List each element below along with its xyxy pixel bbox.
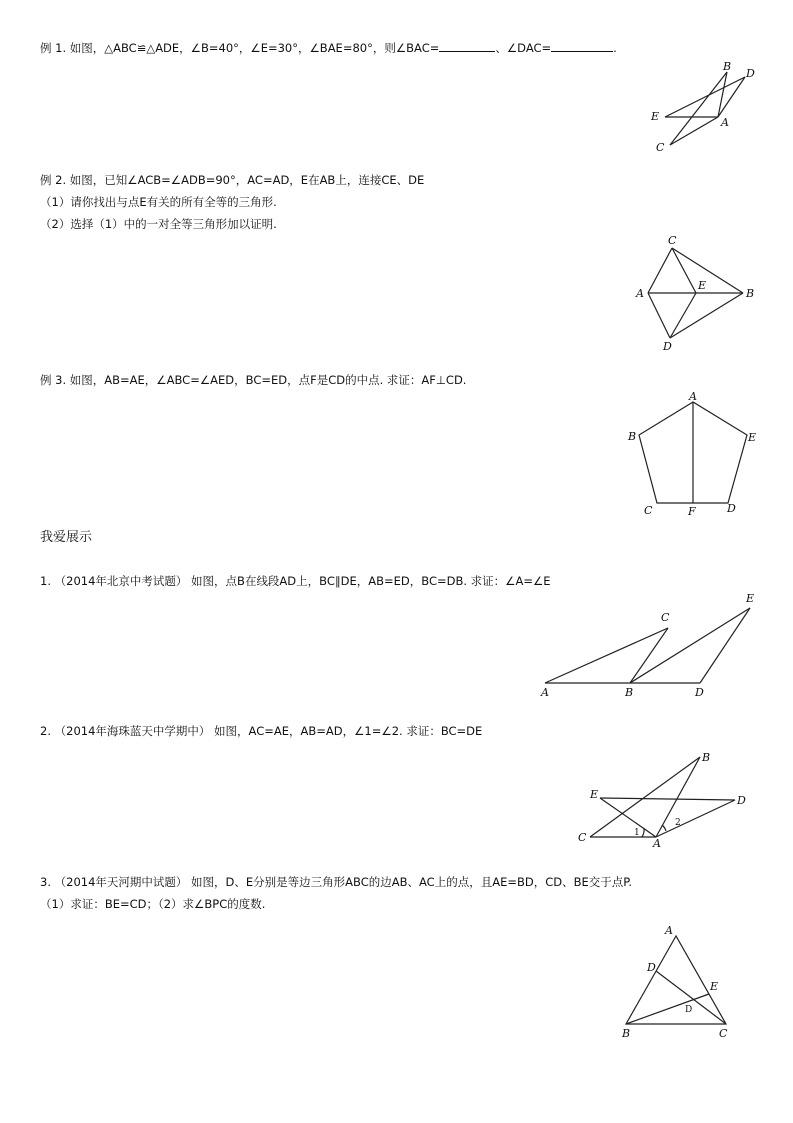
label-b: B — [746, 287, 755, 300]
label-a: A — [636, 287, 644, 300]
label-d: D — [737, 794, 746, 807]
label-b: B — [628, 430, 637, 443]
label-d: D — [695, 686, 704, 699]
label-b: B — [625, 686, 634, 699]
label-e: E — [710, 980, 719, 993]
label-e: E — [746, 592, 755, 605]
label-e: E — [698, 279, 707, 292]
example-1-end: . — [613, 41, 617, 55]
segment-dc — [656, 971, 726, 1024]
figure-example-1 — [645, 60, 765, 155]
label-e: E — [590, 788, 599, 801]
segment-be — [630, 608, 750, 683]
example-3-text: 例 3. 如图，AB=AE，∠ABC=∠AED，BC=ED，点F是CD的中点. 求证：AF⊥CD. — [40, 373, 467, 387]
label-d: D — [663, 340, 672, 353]
label-d: D — [647, 961, 656, 974]
label-a: A — [689, 390, 697, 403]
figure-example-3 — [625, 390, 765, 520]
segment-bc — [670, 72, 727, 145]
section-title: 我爱展示 — [40, 530, 93, 545]
label-a: A — [721, 116, 729, 129]
label-b: B — [702, 751, 711, 764]
example-2-line-1: 例 2. 如图，已知∠ACB=∠ADB=90°，AC=AD，E在AB上，连接CE、DE — [40, 173, 425, 187]
answer-blank-dac[interactable] — [551, 40, 613, 52]
segment-ca — [648, 248, 672, 293]
segment-cb — [672, 248, 743, 293]
problem-3-line-1: 3. （2014年天河期中试题） 如图，D、E分别是等边三角形ABC的边AB、AC上的点，且AE=BD，CD、BE交于点P. — [40, 875, 633, 889]
problem-2-text: 2. （2014年海珠蓝天中学期中） 如图，AC=AE，AB=AD，∠1=∠2. 求证：BC=DE — [40, 724, 483, 738]
label-angle-2: 2 — [675, 818, 681, 828]
label-a: A — [541, 686, 549, 699]
problem-1-text: 1. （2014年北京中考试题） 如图，点B在线段AD上，BC∥DE，AB=ED，BC=DB. 求证：∠A=∠E — [40, 574, 551, 588]
label-f: F — [688, 505, 696, 518]
label-c: C — [668, 234, 677, 247]
segment-de — [665, 77, 745, 117]
segment-be — [626, 994, 709, 1024]
example-1-text — [40, 40, 617, 56]
segment-db — [670, 293, 743, 338]
problem-3-line-2: （1）求证：BE=CD；（2）求∠BPC的度数. — [40, 897, 266, 911]
label-d: D — [727, 502, 736, 515]
answer-blank-bac[interactable] — [439, 40, 495, 52]
segment-ed — [600, 798, 735, 800]
label-e: E — [748, 431, 757, 444]
angle-2-arc — [662, 825, 666, 831]
figure-example-2 — [630, 230, 770, 355]
label-c: C — [719, 1027, 728, 1040]
figure-problem-1 — [535, 590, 765, 705]
label-e: E — [651, 110, 660, 123]
segment-ad — [656, 800, 735, 837]
segment-de — [670, 293, 696, 338]
segment-ad — [648, 293, 670, 338]
label-b: B — [622, 1027, 631, 1040]
label-a: A — [665, 924, 673, 937]
label-angle-1: 1 — [634, 828, 640, 838]
segment-ed — [700, 608, 750, 683]
example-2-line-3: （2）选择（1）中的一对全等三角形加以证明. — [40, 217, 277, 231]
segment-ca — [670, 117, 718, 145]
example-2-line-2: （1）请你找出与点E有关的所有全等的三角形. — [40, 195, 277, 209]
label-c: C — [661, 611, 670, 624]
segment-ce — [672, 248, 696, 293]
example-1-question: 例 1. 如图，△ABC≌△ADE，∠B=40°，∠E=30°，∠BAE=80°，则∠BAC= — [40, 41, 440, 55]
segment-ea — [600, 798, 656, 837]
label-c: C — [578, 831, 587, 844]
label-c: C — [656, 141, 665, 154]
label-c: C — [644, 504, 653, 517]
label-d: D — [746, 67, 755, 80]
segment-cb — [590, 757, 700, 837]
figure-problem-3 — [612, 920, 747, 1045]
angle-1-arc — [642, 828, 644, 837]
label-b: B — [723, 60, 732, 73]
label-a: A — [653, 837, 661, 850]
figure-problem-2 — [570, 745, 765, 855]
label-p: D — [685, 1005, 693, 1015]
example-1-separator: 、∠DAC= — [495, 41, 552, 55]
